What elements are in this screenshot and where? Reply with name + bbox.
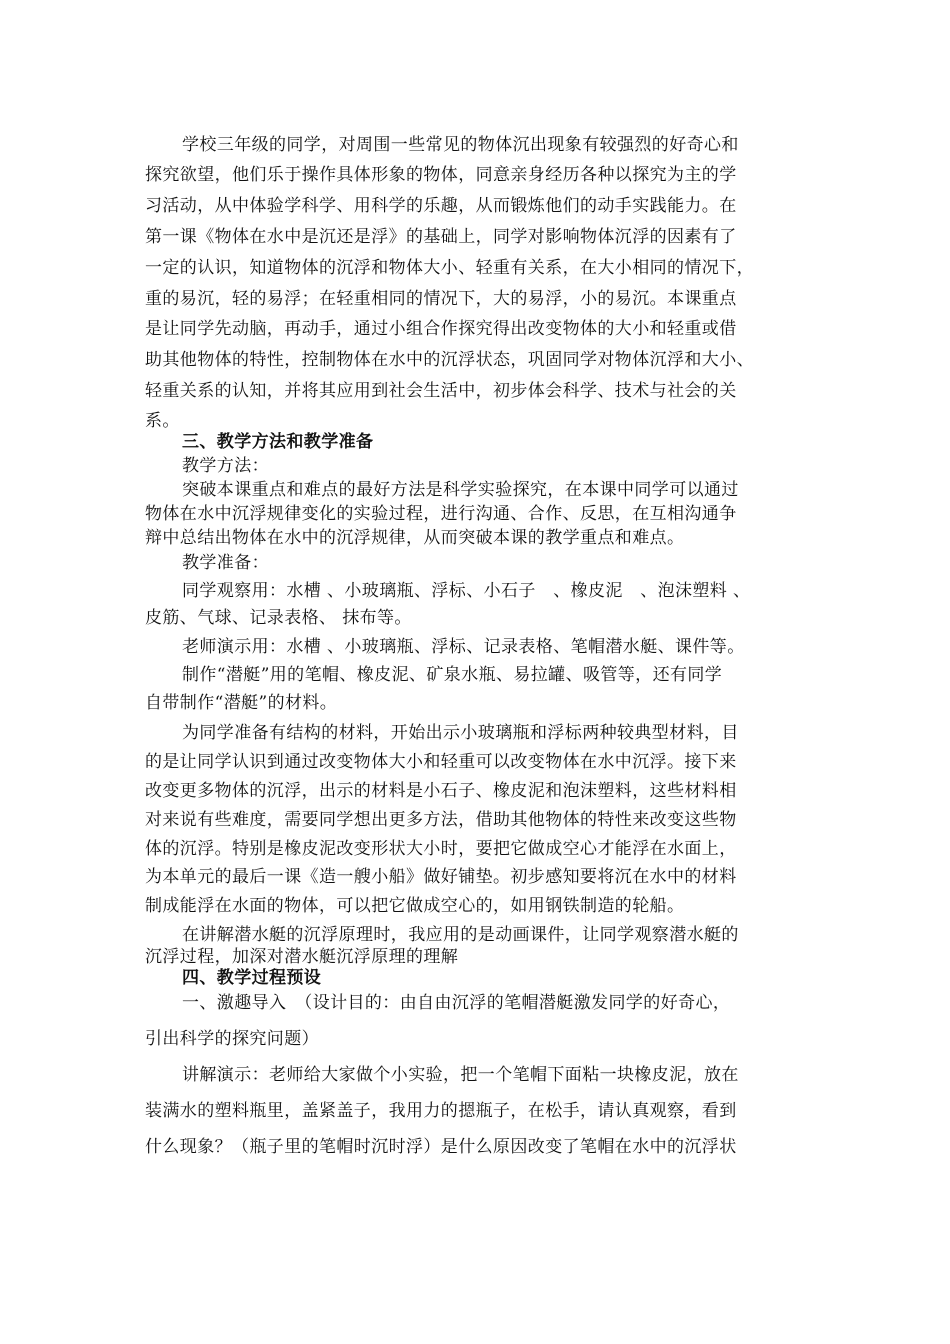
paragraph-line: 的是让同学认识到通过改变物体大小和轻重可以改变物体在水中沉浮。接下来 [145, 752, 737, 772]
paragraph-line: 对来说有些难度，需要同学想出更多方法，借助其他物体的特性来改变这些物 [145, 810, 737, 830]
paragraph-line: 制作“潜艇”用的笔帽、橡皮泥、矿泉水瓶、易拉罐、吸管等，还有同学 [182, 665, 723, 685]
section-heading: 四、教学过程预设 [182, 968, 322, 988]
paragraph-line: 引出科学的探究问题） [145, 1029, 319, 1049]
paragraph-line: 体的沉浮。特别是橡皮泥改变形状大小时，要把它做成空心才能浮在水面上， [145, 839, 737, 859]
paragraph-line: 学校三年级的同学，对周围一些常见的物体沉出现象有较强烈的好奇心和 [182, 135, 739, 155]
paragraph-line: 系。 [145, 411, 180, 431]
paragraph-line: 第一课《物体在水中是沉还是浮》的基础上，同学对影响物体沉浮的因素有了 [145, 227, 737, 247]
paragraph-line: 重的易沉，轻的易浮；在轻重相同的情况下，大的易浮，小的易沉。本课重点 [145, 289, 737, 309]
paragraph-line: 什么现象？（瓶子里的笔帽时沉时浮）是什么原因改变了笔帽在水中的沉浮状 [145, 1137, 737, 1157]
subheading: 教学准备： [182, 553, 269, 573]
paragraph-line: 老师演示用：水槽 、小玻璃瓶、浮标、记录表格、笔帽潜水艇、课件等。 [182, 637, 745, 657]
paragraph-line: 辩中总结出物体在水中的沉浮规律，从而突破本课的教学重点和难点。 [145, 528, 685, 548]
paragraph-line: 一定的认识，知道物体的沉浮和物体大小、轻重有关系，在大小相同的情况下， [145, 258, 754, 278]
paragraph-line: 习活动，从中体验学科学、用科学的乐趣，从而锻炼他们的动手实践能力。在 [145, 196, 737, 216]
paragraph-line: 轻重关系的认知，并将其应用到社会生活中，初步体会科学、技术与社会的关 [145, 381, 737, 401]
subheading: 教学方法： [182, 456, 269, 476]
paragraph-line: 物体在水中沉浮规律变化的实验过程，进行沟通、合作、反思，在互相沟通争 [145, 504, 737, 524]
paragraph-line: 改变更多物体的沉浮，出示的材料是小石子、橡皮泥和泡沫塑料，这些材料相 [145, 781, 737, 801]
paragraph-line: 同学观察用：水槽 、小玻璃瓶、浮标、小石子 、橡皮泥 、泡沫塑料 、 [182, 581, 751, 601]
paragraph-line: 沉浮过程，加深对潜水艇沉浮原理的理解 [145, 947, 459, 967]
paragraph-line: 助其他物体的特性，控制物体在水中的沉浮状态，巩固同学对物体沉浮和大小、 [145, 350, 754, 370]
paragraph-line: 自带制作“潜艇”的材料。 [145, 693, 338, 713]
paragraph-line: 装满水的塑料瓶里，盖紧盖子，我用力的摁瓶子，在松手，请认真观察，看到 [145, 1101, 737, 1121]
paragraph-line: 是让同学先动脑，再动手，通过小组合作探究得出改变物体的大小和轻重或借 [145, 319, 737, 339]
paragraph-line: 皮筋、气球、记录表格、 抹布等。 [145, 608, 412, 628]
paragraph-line: 讲解演示：老师给大家做个小实验，把一个笔帽下面粘一块橡皮泥，放在 [182, 1065, 739, 1085]
paragraph-line: 一、激趣导入 （设计目的：由自由沉浮的笔帽潜艇激发同学的好奇心， [182, 993, 731, 1013]
section-heading: 三、教学方法和教学准备 [182, 432, 374, 452]
paragraph-line: 探究欲望，他们乐于操作具体形象的物体，同意亲身经历各种以探究为主的学 [145, 165, 737, 185]
paragraph-line: 为同学准备有结构的材料，开始出示小玻璃瓶和浮标两种较典型材料，目 [182, 723, 739, 743]
paragraph-line: 突破本课重点和难点的最好方法是科学实验探究，在本课中同学可以通过 [182, 480, 739, 500]
paragraph-line: 在讲解潜水艇的沉浮原理时，我应用的是动画课件，让同学观察潜水艇的 [182, 925, 739, 945]
paragraph-line: 为本单元的最后一课《造一艘小船》做好铺垫。初步感知要将沉在水中的材料 [145, 867, 737, 887]
paragraph-line: 制成能浮在水面的物体，可以把它做成空心的，如用钢铁制造的轮船。 [145, 896, 685, 916]
